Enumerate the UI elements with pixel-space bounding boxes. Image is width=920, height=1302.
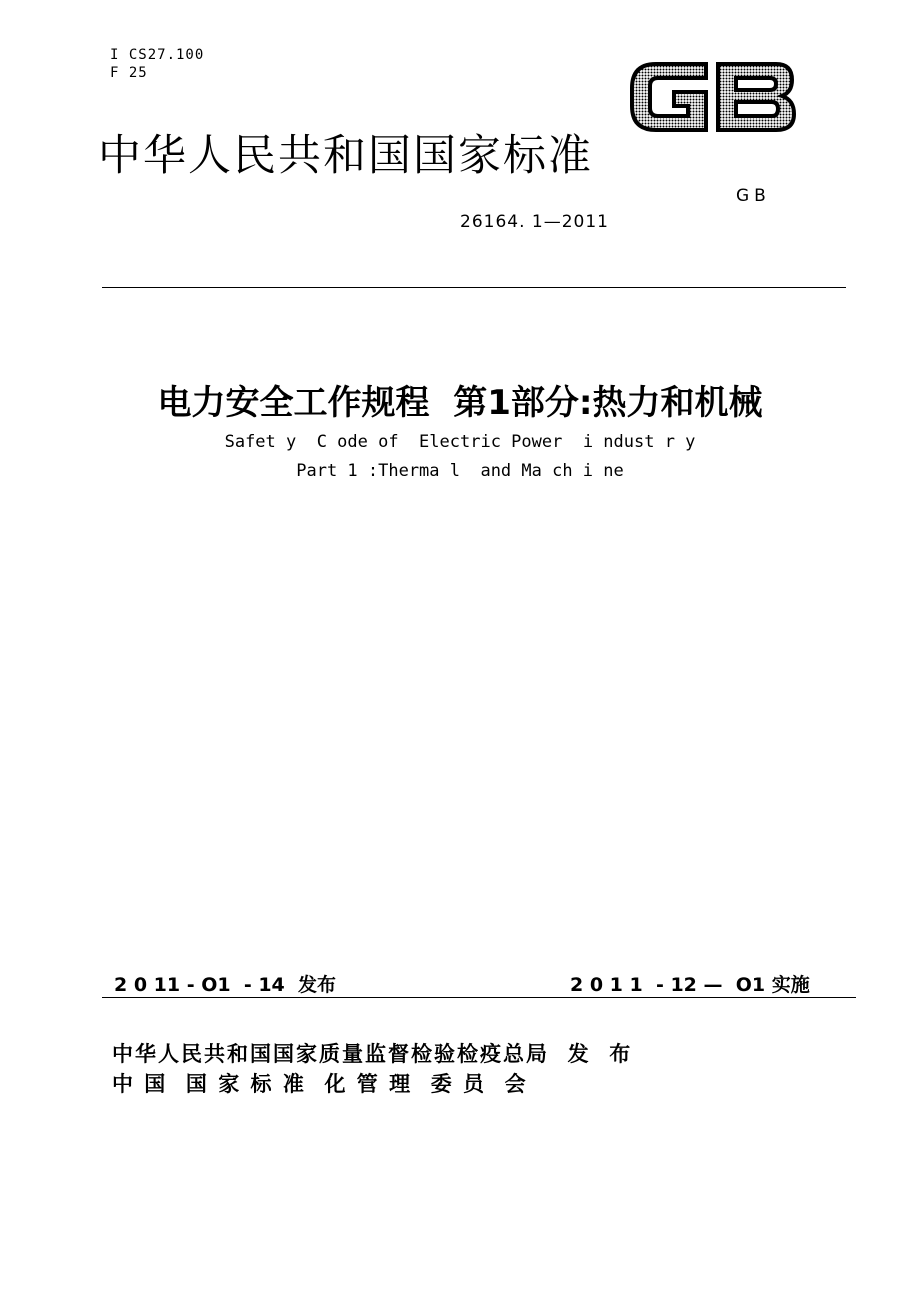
standard-number: 26164. 1—2011 [460,212,609,232]
gb-label: GB [736,186,771,206]
publisher-line1: 中华人民共和国国家质量监督检验检疫总局 发 布 [112,1042,633,1066]
issue-date: 2 0 11 - O1 - 14 发布 [114,974,336,996]
document-title-english-line2: Part 1 :Therma l and Ma ch i ne [296,461,624,481]
header-divider [102,287,846,288]
gb-logo-text: GB [711,134,713,135]
footer-divider [102,997,856,998]
document-title-english-line1: Safet y C ode of Electric Power i ndust r y [224,432,696,452]
national-standard-title: 中华人民共和国国家标准 [98,131,593,181]
classification-codes [110,46,204,82]
implementation-date: 2 0 1 1 - 12 — O1 实施 [570,974,810,996]
ics-code: I CS27.100 [110,47,205,63]
gb-logo [626,56,798,136]
category-code: F 25 [110,65,148,81]
document-title-chinese: 电力安全工作规程 第1部分:热力和机械 [157,383,763,423]
publisher-line2: 中 国 国 家 标 准 化 管 理 委 员 会 [112,1072,528,1096]
